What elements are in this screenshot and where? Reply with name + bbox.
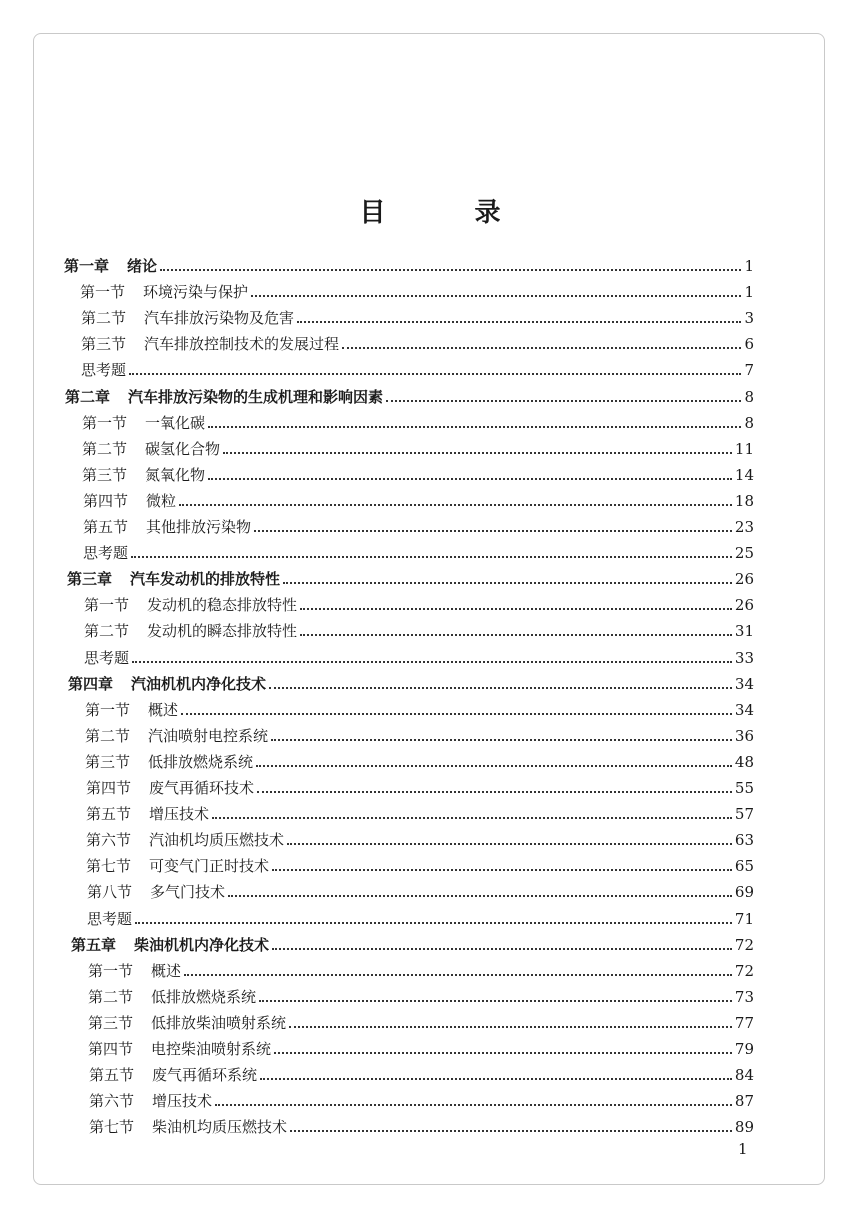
toc-entry-label	[84, 647, 129, 669]
dot-leader	[272, 869, 732, 871]
toc-entry-label	[82, 438, 220, 460]
toc-page-number: 6	[744, 335, 754, 354]
toc-entry-title: 废气再循环技术	[149, 779, 255, 797]
dot-leader	[259, 1000, 732, 1002]
toc-entry-label	[83, 542, 128, 564]
toc-entry-number: 第三节	[81, 335, 127, 354]
toc-entry-title: 柴油机均质压燃技术	[152, 1118, 288, 1137]
toc-entry-label	[68, 673, 266, 695]
toc-entry-label	[83, 516, 251, 538]
toc-section-row[interactable]	[85, 751, 754, 773]
toc-entry-number: 第一节	[80, 283, 126, 302]
toc-section-row[interactable]	[85, 725, 754, 747]
toc-entry-label	[88, 960, 181, 982]
toc-entry-title: 低排放柴油喷射系统	[151, 1013, 287, 1032]
toc-entry-title: 汽车排放控制技术的发展过程	[144, 335, 340, 354]
toc-page-number: 72	[734, 935, 754, 954]
toc-entry-label	[86, 803, 209, 825]
toc-page-number: 36	[734, 726, 754, 745]
toc-entry-title: 汽车排放污染物及危害	[144, 309, 295, 328]
toc-entry-label	[82, 412, 205, 434]
toc-entry-title: 概述	[148, 700, 179, 719]
toc-page-number: 3	[744, 309, 754, 328]
toc-entry-number: 第五节	[83, 518, 129, 536]
toc-page-number: 89	[734, 1118, 754, 1137]
toc-entry-title: 微粒	[146, 491, 177, 510]
toc-entry-title: 汽车排放污染物的生成机理和影响因素	[128, 387, 384, 406]
toc-entry-title: 多气门技术	[150, 883, 226, 902]
toc-entry-number: 第三节	[85, 752, 131, 771]
toc-page-number: 18	[734, 491, 754, 510]
toc-entry-label	[85, 751, 253, 773]
toc-page-number: 84	[734, 1066, 754, 1085]
dot-leader	[271, 739, 732, 741]
dot-leader	[342, 347, 741, 349]
dot-leader	[212, 817, 732, 819]
toc-section-row[interactable]	[86, 803, 754, 825]
toc-chapter-row[interactable]	[65, 386, 754, 408]
toc-entry-label	[83, 490, 176, 512]
toc-entry-label	[81, 307, 294, 329]
toc-entry-label	[89, 1090, 212, 1112]
dot-leader	[256, 765, 732, 767]
toc-page-number: 14	[734, 465, 754, 484]
toc-page-number: 11	[734, 439, 754, 458]
dot-leader	[272, 948, 732, 950]
dot-leader	[129, 373, 741, 375]
toc-page-number: 48	[734, 752, 754, 771]
toc-entry-label	[71, 934, 269, 956]
toc-page-number: 65	[734, 857, 754, 876]
toc-section-row[interactable]	[84, 594, 754, 616]
dot-leader	[287, 843, 732, 845]
toc-section-row[interactable]	[86, 829, 754, 851]
toc-entry-title: 思考题	[84, 648, 130, 667]
toc-page-number: 69	[734, 883, 754, 902]
toc-page-number: 25	[734, 544, 754, 563]
toc-entry-label	[81, 359, 126, 381]
toc-entry-number: 第五节	[86, 805, 132, 824]
toc-entry-title: 其他排放污染物	[146, 518, 252, 536]
dot-leader	[269, 687, 732, 689]
toc-entry-label	[88, 986, 256, 1008]
toc-entry-title: 增压技术	[149, 805, 210, 824]
toc-entry-label	[87, 908, 132, 930]
toc-section-row[interactable]	[88, 986, 754, 1008]
toc-page-number: 79	[734, 1040, 754, 1058]
toc-page-number: 72	[734, 961, 754, 980]
toc-page-number: 71	[734, 909, 754, 928]
dot-leader	[260, 1078, 732, 1080]
toc-section-row[interactable]	[81, 359, 754, 381]
toc-section-row[interactable]	[87, 908, 754, 930]
toc-entry-title: 发动机的瞬态排放特性	[147, 622, 298, 641]
toc-page-number: 57	[734, 805, 754, 824]
dot-leader	[228, 895, 732, 897]
toc-section-row[interactable]	[83, 516, 754, 538]
dot-leader	[290, 1130, 732, 1132]
dot-leader	[300, 634, 732, 636]
toc-entry-number: 第六节	[89, 1092, 135, 1111]
toc-page-number: 8	[744, 413, 754, 432]
toc-entry-title: 低排放燃烧系统	[151, 987, 257, 1006]
toc-page-number: 34	[734, 674, 754, 693]
toc-entry-label	[67, 568, 280, 590]
toc-entry-title: 汽车发动机的排放特性	[130, 570, 281, 589]
toc-chapter-row[interactable]	[71, 934, 754, 956]
toc-entry-title: 思考题	[83, 544, 129, 563]
toc-section-row[interactable]	[83, 490, 754, 512]
toc-chapter-row[interactable]	[64, 255, 754, 277]
dot-leader	[254, 530, 732, 532]
dot-leader	[257, 791, 732, 793]
toc-entry-title: 柴油机机内净化技术	[134, 935, 270, 954]
dot-leader	[386, 400, 741, 402]
toc-entry-number: 第一节	[84, 596, 130, 615]
toc-section-row[interactable]	[86, 777, 754, 799]
toc-entry-number: 第三节	[82, 465, 128, 484]
dot-leader	[160, 269, 741, 271]
toc-entry-number: 第二节	[81, 309, 127, 328]
toc-section-row[interactable]	[81, 307, 754, 329]
dot-leader	[208, 426, 741, 428]
toc-section-row[interactable]	[84, 620, 754, 642]
toc-entry-number: 第二节	[88, 987, 134, 1006]
toc-page-number: 87	[734, 1092, 754, 1111]
toc-entry-title: 碳氢化合物	[145, 439, 221, 458]
toc-page-number: 77	[734, 1013, 754, 1032]
toc-entry-number: 第二节	[85, 726, 131, 745]
dot-leader	[223, 452, 732, 454]
toc-page-number: 73	[734, 987, 754, 1006]
toc-entry-title: 概述	[151, 961, 182, 980]
toc-entry-title: 增压技术	[152, 1092, 213, 1111]
toc-section-row[interactable]	[88, 1012, 754, 1034]
toc-entry-number: 第三节	[88, 1013, 134, 1032]
toc-entry-title: 废气再循环系统	[152, 1066, 258, 1085]
toc-entry-number: 第一节	[88, 961, 134, 980]
dot-leader	[283, 582, 732, 584]
toc-entry-label	[86, 777, 254, 799]
toc-entry-number: 第四章	[68, 674, 114, 693]
toc-page-number: 7	[744, 361, 754, 380]
toc-entry-number: 第八节	[87, 883, 133, 902]
toc-section-row[interactable]	[89, 1064, 754, 1086]
page-number-footer: 1	[738, 1140, 748, 1158]
toc-entry-label	[84, 620, 297, 642]
toc-entry-title: 汽油机均质压燃技术	[149, 831, 285, 850]
toc-entry-number: 第三章	[67, 570, 113, 589]
toc-entry-number: 第七节	[86, 857, 132, 876]
toc-entry-title: 低排放燃烧系统	[148, 752, 254, 771]
toc-entry-title: 思考题	[87, 909, 133, 928]
toc-section-row[interactable]	[84, 647, 754, 669]
toc-page-number: 8	[744, 387, 754, 406]
toc-page-number: 55	[734, 779, 754, 797]
dot-leader	[132, 661, 732, 663]
toc-page-number: 33	[734, 648, 754, 667]
toc-section-row[interactable]	[80, 281, 754, 303]
toc-section-row[interactable]	[87, 881, 754, 903]
toc-entry-number: 第七节	[89, 1118, 135, 1137]
toc-page-number: 63	[734, 831, 754, 850]
toc-page-number: 1	[744, 257, 754, 275]
toc-entry-label	[64, 255, 157, 277]
dot-leader	[131, 556, 732, 558]
toc-section-row[interactable]	[88, 960, 754, 982]
toc-page-number: 26	[734, 596, 754, 615]
toc-entry-label	[85, 699, 178, 721]
toc-entry-number: 第四节	[86, 779, 132, 797]
toc-entry-number: 第一节	[82, 413, 128, 432]
toc-entry-number: 第四节	[88, 1040, 134, 1058]
toc-entry-label	[86, 829, 284, 851]
toc-entry-label	[65, 386, 383, 408]
dot-leader	[274, 1052, 732, 1054]
toc-section-row[interactable]	[82, 412, 754, 434]
dot-leader	[135, 922, 732, 924]
toc-section-row[interactable]	[83, 542, 754, 564]
dot-leader	[215, 1104, 732, 1106]
toc-entry-title: 可变气门正时技术	[149, 857, 270, 876]
toc-entry-title: 环境污染与保护	[143, 283, 249, 302]
toc-entry-title: 思考题	[81, 361, 127, 380]
toc-chapter-row[interactable]	[67, 568, 754, 590]
page-title: 目 录	[359, 198, 541, 228]
toc-page-number: 26	[734, 570, 754, 589]
dot-leader	[300, 608, 732, 610]
toc-entry-title: 电控柴油喷射系统	[151, 1040, 272, 1058]
toc-entry-title: 氮氧化物	[145, 465, 206, 484]
toc-section-row[interactable]	[85, 699, 754, 721]
toc-entry-number: 第五节	[89, 1066, 135, 1085]
toc-chapter-row[interactable]	[68, 673, 754, 695]
toc-entry-label	[88, 1012, 286, 1034]
toc-entry-label	[89, 1064, 257, 1086]
toc-entry-label	[80, 281, 248, 303]
dot-leader	[181, 713, 732, 715]
toc-entry-number: 第四节	[83, 491, 129, 510]
toc-entry-title: 绪论	[127, 257, 158, 275]
dot-leader	[289, 1026, 732, 1028]
dot-leader	[251, 295, 741, 297]
toc-page-number: 23	[734, 518, 754, 536]
toc-entry-label	[84, 594, 297, 616]
toc-page-number: 34	[734, 700, 754, 719]
toc-entry-number: 第六节	[86, 831, 132, 850]
toc-section-row[interactable]	[89, 1090, 754, 1112]
toc-entry-label	[85, 725, 268, 747]
dot-leader	[179, 504, 732, 506]
toc-entry-number: 第二节	[82, 439, 128, 458]
toc-section-row[interactable]	[88, 1038, 754, 1060]
toc-entry-label	[86, 855, 269, 877]
toc-entry-label	[89, 1116, 287, 1138]
toc-page-number: 1	[744, 283, 754, 302]
toc-entry-number: 第一章	[64, 257, 110, 275]
dot-leader	[184, 974, 732, 976]
toc-section-row[interactable]	[89, 1116, 754, 1138]
dot-leader	[208, 478, 732, 480]
toc-entry-number: 第二章	[65, 387, 111, 406]
toc-entry-number: 第二节	[84, 622, 130, 641]
toc-entry-title: 汽油喷射电控系统	[148, 726, 269, 745]
toc-entry-title: 一氧化碳	[145, 413, 206, 432]
toc-entry-label	[82, 464, 205, 486]
toc-entry-label	[88, 1038, 271, 1060]
toc-entry-label	[81, 333, 339, 355]
toc-entry-number: 第一节	[85, 700, 131, 719]
toc-section-row[interactable]	[81, 333, 754, 355]
toc-section-row[interactable]	[82, 464, 754, 486]
toc-entry-title: 汽油机机内净化技术	[131, 674, 267, 693]
toc-page-number: 31	[734, 622, 754, 641]
toc-entry-title: 发动机的稳态排放特性	[147, 596, 298, 615]
toc-entry-label	[87, 881, 225, 903]
toc-section-row[interactable]	[86, 855, 754, 877]
dot-leader	[297, 321, 741, 323]
toc-section-row[interactable]	[82, 438, 754, 460]
toc-entry-number: 第五章	[71, 935, 117, 954]
